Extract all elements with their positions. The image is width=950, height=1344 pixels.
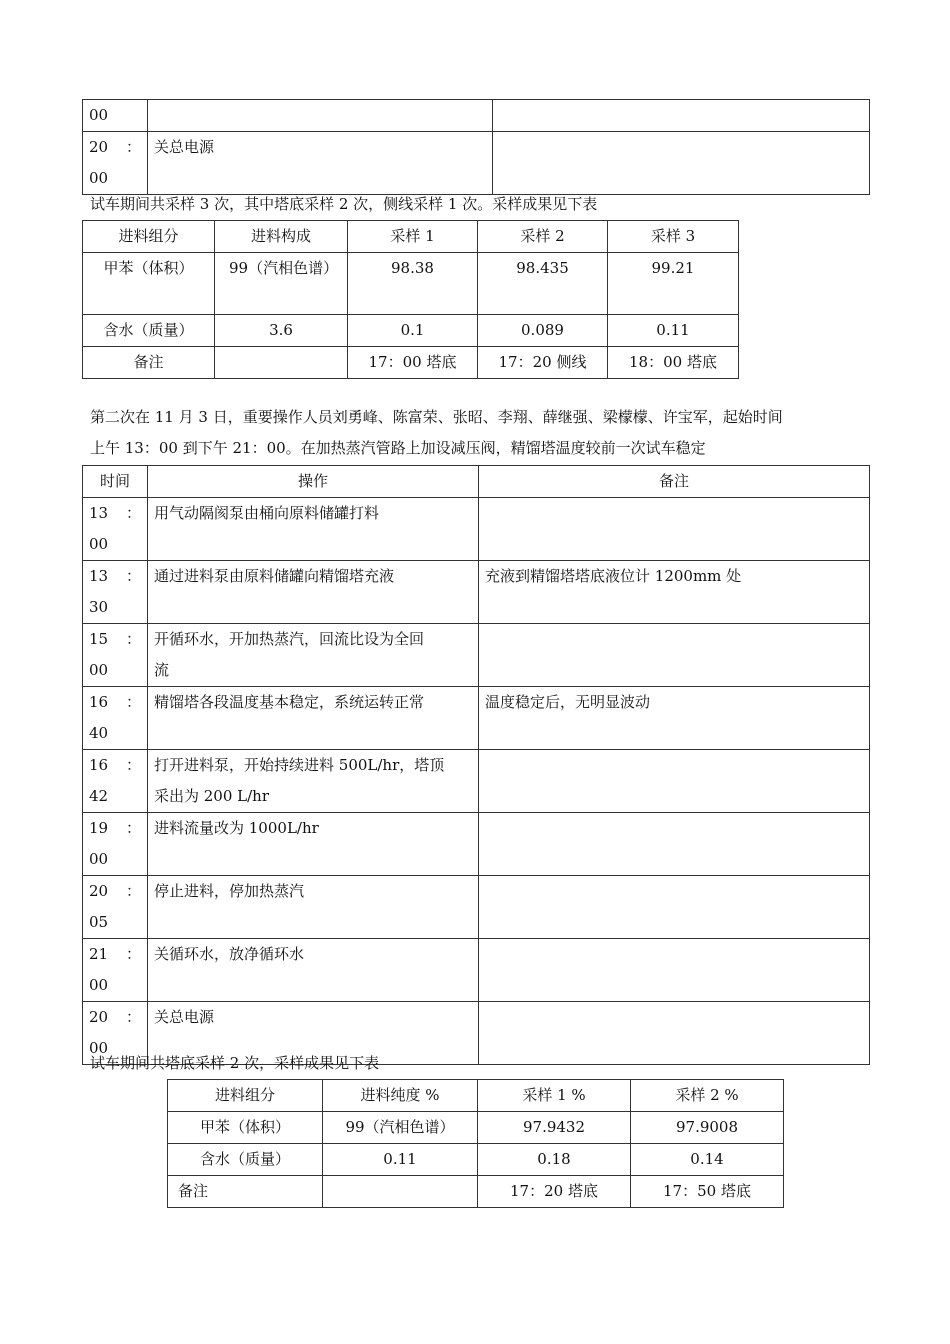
- table-cell: 18：00 塔底: [608, 347, 739, 379]
- table-cell: 17：00 塔底: [348, 347, 478, 379]
- table-row: [168, 1176, 784, 1208]
- sample-note-2: 试车期间共塔底采样 2 次，采样成果见下表: [90, 1054, 380, 1072]
- time-cell: 15 ： 00: [83, 624, 148, 687]
- second-run-line-1: 第二次在 11 月 3 日，重要操作人员刘勇峰、陈富荣、张昭、李翔、薛继强、梁檬檬、许宝军，起始时间: [90, 408, 783, 426]
- note-cell: [479, 1002, 870, 1065]
- column-header: 采样 1: [348, 221, 478, 253]
- operation-cell: 精馏塔各段温度基本稳定，系统运转正常: [148, 687, 479, 750]
- table-cell: 备注: [83, 347, 215, 379]
- table-header-row: [83, 221, 739, 253]
- time-cell: 20 ： 00: [83, 132, 148, 195]
- time-cell: 13 ： 30: [83, 561, 148, 624]
- table-cell: 17：50 塔底: [631, 1176, 784, 1208]
- time-cell: 20 ： 00: [83, 1002, 148, 1065]
- table-row: [83, 876, 870, 939]
- operation-cell: 关循环水，放净循环水: [148, 939, 479, 1002]
- table-row: [83, 347, 739, 379]
- note-cell: [479, 498, 870, 561]
- operation-cell: [148, 100, 493, 132]
- column-header: 进料组分: [168, 1080, 323, 1112]
- table-cell: [215, 347, 348, 379]
- operation-cell: 停止进料，停加热蒸汽: [148, 876, 479, 939]
- note-cell: 温度稳定后，无明显波动: [479, 687, 870, 750]
- time-cell: 16 ： 42: [83, 750, 148, 813]
- top-operations-table: [82, 99, 870, 195]
- table-cell: 99.21: [608, 253, 739, 315]
- table-cell: 0.1: [348, 315, 478, 347]
- table-row: [83, 939, 870, 1002]
- table-cell: 98.38: [348, 253, 478, 315]
- sample-note-1: 试车期间共采样 3 次，其中塔底采样 2 次，侧线采样 1 次。采样成果见下表: [90, 195, 598, 213]
- table-row: [83, 315, 739, 347]
- sample-table-2: [167, 1079, 784, 1208]
- table-row: [83, 100, 870, 132]
- table-cell: [323, 1176, 478, 1208]
- time-cell: 16 ： 40: [83, 687, 148, 750]
- operation-cell: 开循环水，开加热蒸汽，回流比设为全回 流: [148, 624, 479, 687]
- column-header: 采样 1 %: [478, 1080, 631, 1112]
- table-cell: 甲苯（体积）: [83, 253, 215, 315]
- table-row: [83, 132, 870, 195]
- column-header: 进料构成: [215, 221, 348, 253]
- note-cell: [479, 876, 870, 939]
- table-header-row: [83, 466, 870, 498]
- table-cell: 0.14: [631, 1144, 784, 1176]
- table-row: [83, 687, 870, 750]
- note-cell: [479, 939, 870, 1002]
- table-cell: 0.089: [478, 315, 608, 347]
- note-cell: 充液到精馏塔塔底液位计 1200mm 处: [479, 561, 870, 624]
- column-header: 操作: [148, 466, 479, 498]
- operation-cell: 关总电源: [148, 132, 493, 195]
- table-row: [83, 750, 870, 813]
- note-cell: [479, 624, 870, 687]
- time-cell: 00: [83, 100, 148, 132]
- table-cell: 17：20 侧线: [478, 347, 608, 379]
- table-cell: 备注: [168, 1176, 323, 1208]
- operation-cell: 关总电源: [148, 1002, 479, 1065]
- table-cell: 17：20 塔底: [478, 1176, 631, 1208]
- table-cell: 98.435: [478, 253, 608, 315]
- table-row: [83, 498, 870, 561]
- time-cell: 20 ： 05: [83, 876, 148, 939]
- table-cell: 0.18: [478, 1144, 631, 1176]
- column-header: 备注: [479, 466, 870, 498]
- second-run-line-2: 上午 13：00 到下午 21：00。在加热蒸汽管路上加设减压阀，精馏塔温度较前一次试车稳定: [90, 439, 706, 457]
- operation-cell: 用气动隔阂泵由桶向原料储罐打料: [148, 498, 479, 561]
- note-cell: [479, 750, 870, 813]
- table-cell: 含水（质量）: [83, 315, 215, 347]
- table-row: [83, 561, 870, 624]
- column-header: 时间: [83, 466, 148, 498]
- sample-table-1: [82, 220, 739, 379]
- time-cell: 13 ： 00: [83, 498, 148, 561]
- note-cell: [493, 100, 870, 132]
- table-row: [168, 1144, 784, 1176]
- table-header-row: [168, 1080, 784, 1112]
- column-header: 采样 3: [608, 221, 739, 253]
- time-cell: 21 ： 00: [83, 939, 148, 1002]
- operation-cell: 进料流量改为 1000L/hr: [148, 813, 479, 876]
- table-row: [83, 253, 739, 315]
- table-cell: 97.9008: [631, 1112, 784, 1144]
- operations-table: [82, 465, 870, 1065]
- table-cell: 3.6: [215, 315, 348, 347]
- column-header: 采样 2: [478, 221, 608, 253]
- table-cell: 0.11: [323, 1144, 478, 1176]
- operation-cell: 打开进料泵，开始持续进料 500L/hr，塔顶 采出为 200 L/hr: [148, 750, 479, 813]
- time-cell: 19 ： 00: [83, 813, 148, 876]
- table-row: [168, 1112, 784, 1144]
- table-cell: 97.9432: [478, 1112, 631, 1144]
- table-cell: 含水（质量）: [168, 1144, 323, 1176]
- column-header: 进料纯度 %: [323, 1080, 478, 1112]
- note-cell: [493, 132, 870, 195]
- column-header: 进料组分: [83, 221, 215, 253]
- table-cell: 99（汽相色谱）: [215, 253, 348, 315]
- table-cell: 99（汽相色谱）: [323, 1112, 478, 1144]
- operation-cell: 通过进料泵由原料储罐向精馏塔充液: [148, 561, 479, 624]
- note-cell: [479, 813, 870, 876]
- table-row: [83, 624, 870, 687]
- table-cell: 0.11: [608, 315, 739, 347]
- table-cell: 甲苯（体积）: [168, 1112, 323, 1144]
- table-row: [83, 813, 870, 876]
- column-header: 采样 2 %: [631, 1080, 784, 1112]
